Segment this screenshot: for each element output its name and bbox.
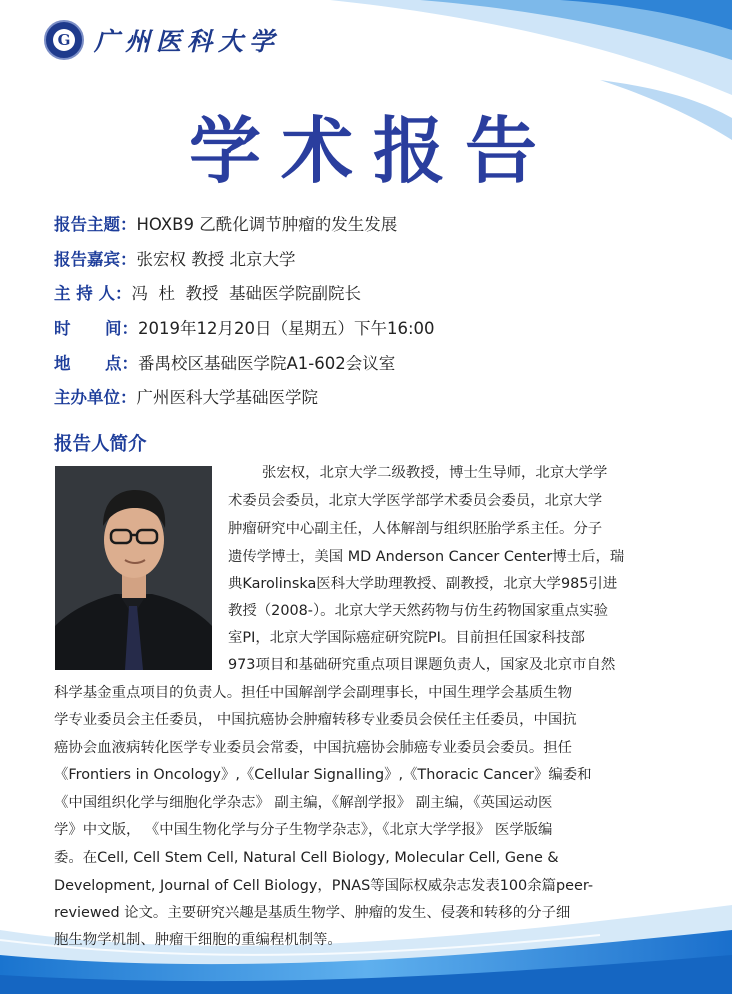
bio-line: 术委员会委员，北京大学医学部学术委员会委员，北京大学: [228, 493, 603, 509]
speaker-photo: [55, 466, 212, 670]
bio-line: 学专业委员会主任委员， 中国抗癌协会肿瘤转移专业委员会侯任主任委员，中国抗: [54, 712, 577, 728]
section-title-speaker-bio: 报告人简介: [54, 434, 147, 455]
university-name: 广州医科大学: [94, 27, 281, 56]
university-logo: [44, 20, 280, 60]
bio-line: 教授（2008-）。北京大学天然药物与仿生药物国家重点实验: [228, 603, 608, 619]
info-label: 主办单位：: [54, 388, 137, 408]
info-row-guest: [54, 241, 435, 276]
bio-line: 遗传学博士，美国 MD Anderson Cancer Center博士后，瑞: [228, 549, 625, 565]
bio-line: 《Frontiers in Oncology》,《Cellular Signalling》,《Thoracic Cancer》编委和: [54, 767, 592, 783]
info-value: HOXB9 乙酰化调节肿瘤的发生发展: [136, 215, 398, 235]
bio-line: 科学基金重点项目的负责人。担任中国解剖学会副理事长，中国生理学会基质生物: [54, 685, 573, 701]
info-label: 报告嘉宾：: [54, 249, 137, 269]
info-row-topic: [54, 206, 435, 241]
bio-line: 《中国组织化学与细胞化学杂志》 副主编，《解剖学报》 副主编，《英国运动医: [54, 795, 553, 811]
university-seal-icon: G: [44, 20, 84, 60]
bio-line: 973项目和基础研究重点项目课题负责人，国家及北京市自然: [228, 657, 616, 673]
event-info: [54, 206, 435, 414]
info-row-location: [54, 344, 435, 379]
info-value: 冯 杜 教授 基础医学院副院长: [131, 284, 361, 304]
info-row-organizer: [54, 379, 435, 414]
bio-line: Development, Journal of Cell Biology，PNAS等国际权威杂志发表100余篇peer-: [54, 878, 594, 894]
info-label: 报告主题：: [54, 215, 137, 235]
info-label: 时 间：: [54, 319, 138, 339]
bio-line: 典Karolinska医科大学助理教授、副教授，北京大学985引进: [228, 576, 618, 592]
bio-line: 委。在Cell, Cell Stem Cell, Natural Cell Biology, Molecular Cell, Gene &: [54, 850, 559, 866]
info-label: 地 点：: [54, 353, 138, 373]
page-title: 学术报告: [188, 109, 557, 193]
info-value: 2019年12月20日（星期五）下午16:00: [137, 319, 435, 339]
info-value: 张宏权 教授 北京大学: [136, 249, 296, 269]
info-label: 主 持 人：: [54, 284, 132, 304]
bio-line: 癌协会血液病转化医学专业委员会常委，中国抗癌协会肺癌专业委员会委员。担任: [54, 740, 573, 756]
info-value: 番禺校区基础医学院A1-602会议室: [137, 353, 396, 373]
bio-line: 学》中文版， 《中国生物化学与分子生物学杂志》，《北京大学学报》 医学版编: [54, 822, 553, 838]
bio-line: reviewed 论文。主要研究兴趣是基质生物学、肿瘤的发生、侵袭和转移的分子细: [54, 905, 571, 921]
bio-line: 胞生物学机制、肿瘤干细胞的重编程机制等。: [54, 932, 342, 948]
info-value: 广州医科大学基础医学院: [136, 388, 318, 408]
bio-line: 肿瘤研究中心副主任，人体解剖与组织胚胎学系主任。分子: [228, 521, 603, 537]
bio-line: 室PI，北京大学国际癌症研究院PI。目前担任国家科技部: [228, 630, 585, 646]
info-row-host: [54, 275, 435, 310]
bio-line: 张宏权，北京大学二级教授，博士生导师，北京大学学: [262, 465, 608, 481]
info-row-time: [54, 310, 435, 345]
